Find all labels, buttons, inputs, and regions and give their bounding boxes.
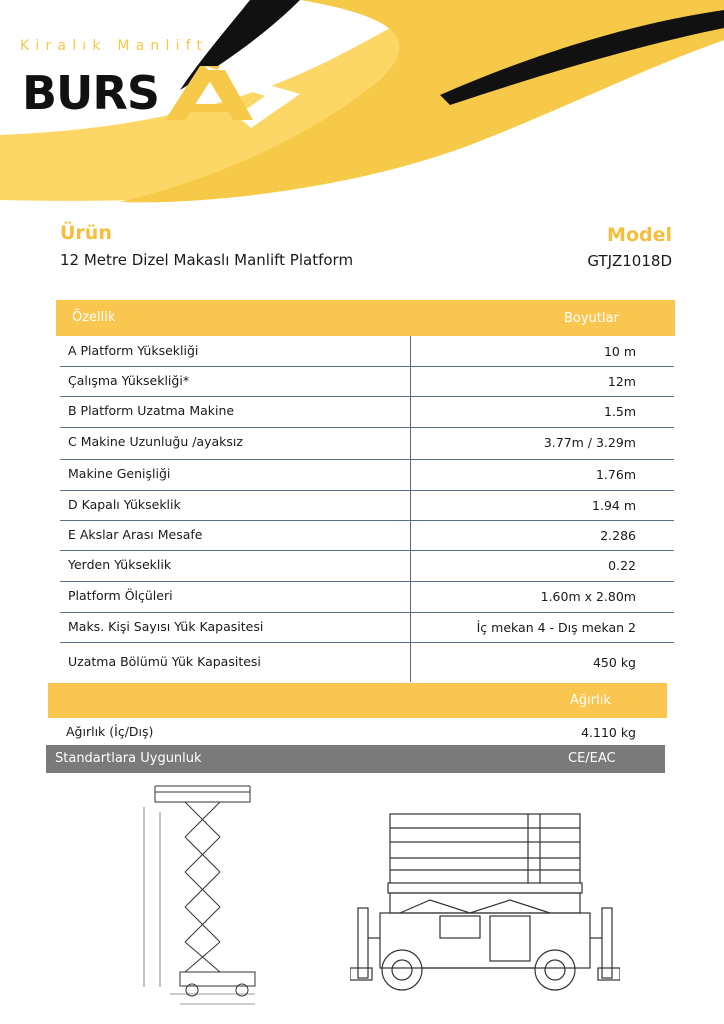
weight-header: Ağırlık	[570, 693, 611, 708]
standards-label: Standartlara Uygunluk	[55, 751, 202, 766]
table-row	[60, 396, 674, 428]
header-feature: Özellik	[72, 310, 116, 325]
row-feature: Makine Genişliği	[68, 466, 171, 481]
scissor-lift-side-drawing	[130, 782, 270, 1012]
row-value: 12m	[607, 374, 636, 389]
row-value: 1.76m	[595, 467, 636, 482]
row-value: 450 kg	[592, 655, 636, 670]
chevron-a-icon	[165, 58, 305, 130]
row-feature: Yerden Yükseklik	[68, 557, 172, 572]
brand-logo	[22, 66, 159, 120]
row-value: 0.22	[608, 558, 636, 573]
table-row	[60, 520, 674, 551]
table-header-bar	[56, 300, 675, 336]
table-row	[60, 550, 674, 582]
product-name: 12 Metre Dizel Makaslı Manlift Platform	[60, 251, 354, 269]
table-row	[60, 612, 674, 643]
table-row	[60, 336, 674, 367]
table-row	[60, 427, 674, 460]
table-row	[60, 581, 674, 613]
row-feature: A Platform Yüksekliği	[68, 343, 199, 358]
row-feature: D Kapalı Yükseklik	[68, 497, 181, 512]
scissor-lift-front-drawing	[350, 808, 620, 993]
brand-logo-letters: BURS	[22, 66, 159, 120]
header-dimensions: Boyutlar	[564, 311, 619, 326]
row-value: 3.77m / 3.29m	[543, 435, 636, 450]
model-label: Model	[607, 224, 672, 246]
column-divider	[410, 336, 411, 682]
model-code: GTJZ1018D	[587, 252, 672, 270]
row-feature: B Platform Uzatma Makine	[68, 403, 235, 418]
row-value: 1.94 m	[592, 498, 636, 513]
brand-tagline: Kiralık Manlift	[20, 38, 209, 54]
row-value: 10 m	[603, 344, 636, 359]
standards-value: CE/EAC	[568, 751, 616, 766]
row-feature: Uzatma Bölümü Yük Kapasitesi	[68, 654, 261, 669]
row-value: 2.286	[600, 528, 636, 543]
standards-bar	[46, 745, 665, 773]
table-row	[60, 366, 674, 397]
row-feature: Çalışma Yüksekliği*	[68, 373, 190, 388]
product-label: Ürün	[60, 222, 112, 244]
row-feature: E Akslar Arası Mesafe	[68, 527, 203, 542]
table-row	[60, 490, 674, 521]
row-feature: Platform Ölçüleri	[68, 588, 173, 603]
weight-row-label: Ağırlık (İç/Dış)	[66, 724, 154, 739]
weight-header-bar	[48, 683, 667, 718]
row-value: İç mekan 4 - Dış mekan 2	[476, 620, 636, 635]
weight-row	[56, 718, 670, 745]
row-value: 1.5m	[603, 404, 636, 419]
row-value: 1.60m x 2.80m	[540, 589, 636, 604]
table-row	[60, 459, 674, 491]
row-feature: Maks. Kişi Sayısı Yük Kapasitesi	[68, 619, 264, 634]
row-feature: C Makine Uzunluğu /ayaksız	[68, 434, 243, 449]
table-row	[60, 642, 674, 682]
weight-row-value: 4.110 kg	[581, 725, 636, 740]
